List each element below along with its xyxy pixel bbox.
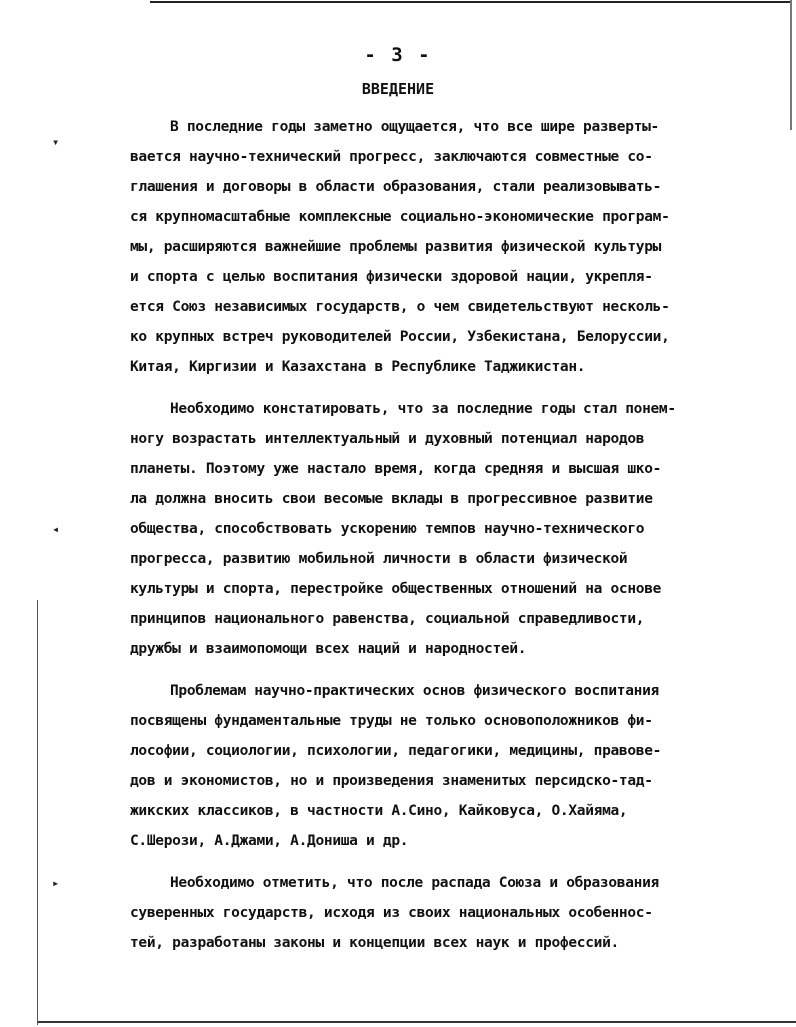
text-line: культуры и спорта, перестройке общественных отношений на основе: [130, 581, 662, 597]
text-line: ся крупномасштабные комплексные социально-экономические програм-: [130, 209, 670, 225]
paragraph: [130, 112, 730, 382]
text-line: и спорта с целью воспитания физически здоровой нации, укрепля-: [130, 269, 653, 285]
paragraph: [130, 868, 730, 958]
text-line: мы, расширяются важнейшие проблемы развития физической культуры: [130, 239, 662, 255]
top-border-line: [150, 1, 790, 3]
text-line: ется Союз независимых государств, о чем свидетельствуют несколь-: [130, 299, 670, 315]
text-line: дов и экономистов, но и произведения знаменитых персидско-тад-: [130, 773, 653, 789]
text-line: тей, разработаны законы и концепции всех наук и профессий.: [130, 935, 619, 951]
paragraph: [130, 676, 730, 856]
text-line: принципов национального равенства, социальной справедливости,: [130, 611, 645, 627]
margin-mark-top: ▾: [52, 135, 60, 149]
text-line: прогресса, развитию мобильной личности в области физической: [130, 551, 628, 567]
text-line: посвящены фундаментальные труды не только основоположников фи-: [130, 713, 653, 729]
margin-mark-middle: ◂: [52, 522, 60, 536]
text-line: С.Шерози, А.Джами, А.Дониша и др.: [130, 833, 409, 849]
page-title: ВВЕДЕНИЕ: [361, 80, 435, 98]
text-line: дружбы и взаимопомощи всех наций и народностей.: [130, 641, 527, 657]
text-line: Китая, Киргизии и Казахстана в Республике Таджикистан.: [130, 359, 586, 375]
text-line: ногу возрастать интеллектуальный и духовный потенциал народов: [130, 431, 645, 447]
text-line: В последние годы заметно ощущается, что все шире разверты-: [170, 119, 659, 135]
text-line: Необходимо констатировать, что за последние годы стал понем-: [170, 401, 676, 417]
text-line: общества, способствовать ускорению темпов научно-технического: [130, 521, 645, 537]
text-line: жикских классиков, в частности А.Сино, Кайковуса, О.Хайяма,: [130, 803, 628, 819]
text-line: Проблемам научно-практических основ физического воспитания: [170, 683, 659, 699]
margin-mark-bottom: ▸: [52, 876, 60, 890]
text-line: ла должна вносить свои весомые вклады в прогрессивное развитие: [130, 491, 653, 507]
text-line: ко крупных встреч руководителей России, Узбекистана, Белоруссии,: [130, 329, 670, 345]
text-line: Необходимо отметить, что после распада Союза и образования: [170, 875, 659, 891]
text-line: планеты. Поэтому уже настало время, когда средняя и высшая шко-: [130, 461, 662, 477]
body-text: [130, 112, 730, 958]
left-border-line: [37, 600, 38, 1025]
page-number: - 3 -: [364, 44, 432, 66]
text-line: вается научно-технический прогресс, заключаются совместные со-: [130, 149, 653, 165]
text-line: суверенных государств, исходя из своих национальных особеннос-: [130, 905, 653, 921]
text-line: лософии, социологии, психологии, педагогики, медицины, правове-: [130, 743, 662, 759]
text-line: глашения и договоры в области образования, стали реализовывать-: [130, 179, 662, 195]
paragraph: [130, 394, 730, 664]
bottom-border-line: [38, 1021, 796, 1023]
